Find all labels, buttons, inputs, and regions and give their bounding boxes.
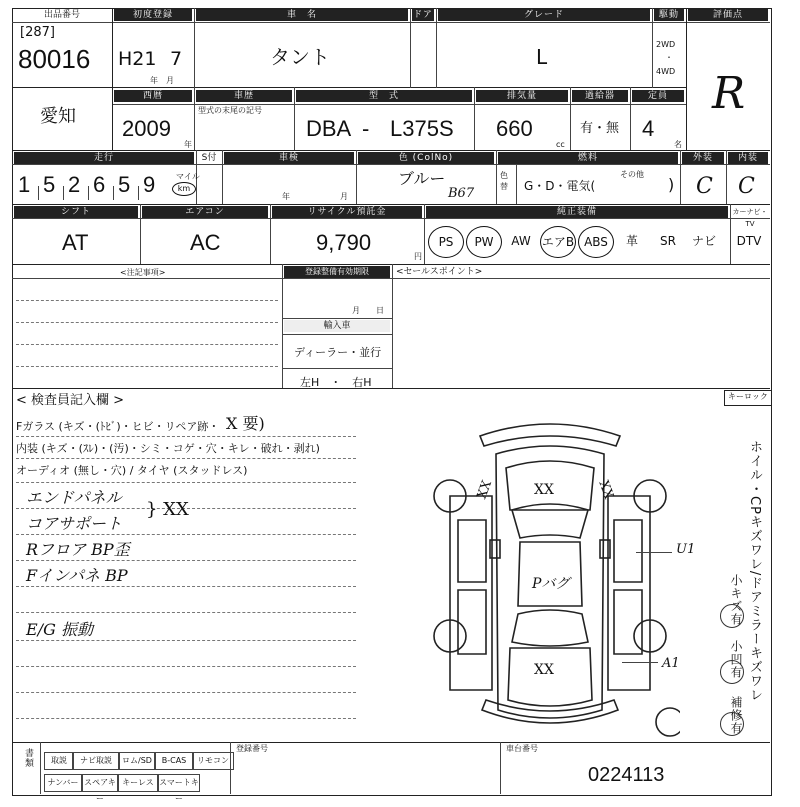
inspector-line3: オーディオ (無し・穴) / タイヤ (スタッドレス) <box>16 464 248 477</box>
notes-line <box>16 344 278 345</box>
hand-note-4: Fインパネ BP <box>26 566 128 585</box>
model-prefix: DBA <box>306 116 352 141</box>
footer-key-item: ナンバー <box>44 774 82 792</box>
car-name-label: 車 名 <box>196 9 408 21</box>
vline <box>392 264 393 388</box>
mileage-digit: 2 <box>68 172 81 197</box>
color-value: ブルー <box>398 169 446 188</box>
diag-xx-left: XX <box>474 478 496 502</box>
s-label: S付 <box>201 153 217 163</box>
row5-bottom-line <box>12 388 770 389</box>
row1-bottom-line <box>12 87 686 88</box>
fuel-label: 燃料 <box>498 152 678 164</box>
inspector-line2: 内装 (キズ・(ｽﾚ)・(汚)・シミ・コゲ・穴・キレ・破れ・剥れ) <box>16 442 320 455</box>
vline <box>686 8 687 150</box>
turbo-value: 有・無 <box>580 121 620 136</box>
notes-line <box>16 300 278 301</box>
vline <box>410 8 411 88</box>
fuel-other: その他 <box>620 170 644 179</box>
hand-bracket: } XX <box>146 499 189 520</box>
row2-header-line <box>112 104 686 105</box>
drive-dot: ・ <box>665 53 673 62</box>
fuel-value: G・D・電気( <box>524 179 596 193</box>
row4-bottom-line <box>12 264 770 265</box>
vline <box>282 264 283 388</box>
small-note-3: 補修有 <box>729 696 743 735</box>
import-type: ディーラー・並行 <box>294 346 382 359</box>
note-circle <box>720 604 744 628</box>
inspector-line <box>16 586 356 587</box>
equipment-item: 革 <box>625 234 638 248</box>
inspection-day: 日 <box>376 306 384 315</box>
footer-key-item: キーレス <box>118 774 158 792</box>
hand-note-2: コアサポート <box>26 514 123 533</box>
footer-doc-item: ロム/SD <box>118 752 156 770</box>
hand-note-1: エンドパネル <box>26 488 122 507</box>
notes-label: <注記事項> <box>120 268 166 277</box>
hand-note-5: E/G 振動 <box>26 620 93 639</box>
fuel-close: ) <box>668 175 675 194</box>
inspector-line <box>16 640 356 641</box>
row3-header-line <box>12 164 770 165</box>
unit-mile: マイル <box>176 172 200 181</box>
vline <box>570 87 571 150</box>
equip-label: 純正装備 <box>426 206 728 218</box>
interior-grade: C <box>738 174 755 199</box>
digit-sep <box>138 186 139 200</box>
inspector-line <box>16 534 356 535</box>
sales-label: <セールスポイント> <box>396 267 483 277</box>
reg-era: H21 <box>118 48 157 70</box>
import-divider <box>282 334 392 335</box>
vline <box>436 8 437 88</box>
ac-value: AC <box>190 230 221 255</box>
equipment-item: PW <box>466 226 502 258</box>
car-name: タント <box>270 45 330 69</box>
inspection-month: 月 <box>352 306 360 315</box>
lot-number: 80016 <box>18 44 91 74</box>
diag-xx-right: XX <box>595 478 616 502</box>
inspector-line <box>16 612 356 613</box>
diag-mark-u1: U1 <box>676 542 696 557</box>
exterior-label: 外装 <box>682 152 724 164</box>
lot-code: [287] <box>20 25 55 40</box>
inspector-line <box>16 436 356 437</box>
keylock-label: キーロック <box>728 392 768 401</box>
note-circle <box>720 660 744 684</box>
inspector-line <box>16 482 356 483</box>
seats-value: 4 <box>642 116 655 141</box>
digit-sep <box>38 186 39 200</box>
vline <box>230 742 231 794</box>
exterior-grade: C <box>696 174 713 199</box>
vline <box>294 87 295 150</box>
equipment-item: PS <box>428 226 464 258</box>
mileage-digit: 1 <box>18 172 31 197</box>
diag-xx-bottom: XX <box>534 662 554 678</box>
inspector-line <box>16 560 356 561</box>
inspector-line <box>16 666 356 667</box>
model-code: L375S <box>390 116 454 141</box>
year-value: 2009 <box>122 116 171 141</box>
inspector-line <box>16 458 356 459</box>
vline <box>726 150 727 204</box>
equipment-item: AW <box>511 234 531 248</box>
vline <box>680 150 681 204</box>
vline <box>630 87 631 150</box>
reg-number-label: 登録番号 <box>236 744 268 753</box>
digit-sep <box>63 186 64 200</box>
small-note-2: 小凹有 <box>729 640 743 679</box>
diag-pbag: Pバグ <box>532 576 570 592</box>
turbo-label: 過給器 <box>572 90 628 102</box>
row1-header-line <box>12 22 770 23</box>
digit-sep <box>113 186 114 200</box>
recycle-unit: 円 <box>414 252 422 261</box>
year-month-unit: 年 月 <box>150 76 174 85</box>
digit-sep <box>88 186 89 200</box>
doc-label: 書類 <box>23 748 33 768</box>
inspector-line <box>16 718 356 719</box>
shaken-label: 車検 <box>224 152 354 164</box>
model-dash: - <box>362 116 370 141</box>
displacement-unit: cc <box>556 140 565 149</box>
mileage-digit: 6 <box>93 172 106 197</box>
equipment-item: DTV <box>736 234 762 248</box>
seats-unit: 名 <box>674 140 682 149</box>
row3-bottom-line <box>12 204 770 205</box>
footer-doc-item: 取説 <box>44 752 74 770</box>
color-label: 色 (ColNo) <box>358 152 494 164</box>
grade-label: グレード <box>438 9 650 21</box>
inspector-line1-mark: X 要) <box>226 414 265 433</box>
unit-km: km <box>172 182 196 196</box>
shaken-year: 年 <box>282 192 290 201</box>
footer-doc-item: リモコン <box>192 752 234 770</box>
seats-label: 定員 <box>632 90 684 102</box>
inspection-divider <box>282 318 392 319</box>
shaken-month: 月 <box>340 192 348 201</box>
vline <box>140 204 141 264</box>
inspector-line <box>16 692 356 693</box>
recycle-value: 9,790 <box>316 230 372 255</box>
year-label: 西暦 <box>114 90 192 102</box>
drive-2wd: 2WD <box>656 40 676 49</box>
footer-top-line <box>12 742 770 743</box>
handle-value: 左H ・ 右H <box>300 376 372 389</box>
mileage-label: 走行 <box>14 152 194 164</box>
first-reg-label: 初度登録 <box>114 9 192 21</box>
mileage-digit: 5 <box>43 172 56 197</box>
drive-4wd: 4WD <box>656 67 676 76</box>
footer-key-item: スペアキー <box>82 774 118 792</box>
handle-divider <box>282 368 392 369</box>
vline <box>40 742 41 794</box>
equipment-item: ABS <box>578 226 614 258</box>
eval-score: R <box>712 68 746 119</box>
mileage-digit: 9 <box>143 172 156 197</box>
door-label: ドア <box>413 10 433 20</box>
mileage-digit: 5 <box>118 172 131 197</box>
reg-month: 7 <box>170 48 183 70</box>
color-code: B67 <box>448 186 475 201</box>
vline <box>112 8 113 150</box>
inspection-label: 登録整備有効期限 <box>284 266 390 278</box>
vline <box>474 87 475 150</box>
vline <box>222 150 223 204</box>
note-circle <box>720 712 744 736</box>
equipment-item: エアB <box>540 226 576 258</box>
vertical-note: ホイル・CPキズワレ/ドアミラーキズワレ <box>747 440 762 703</box>
drive-label: 駆動 <box>654 9 684 21</box>
row4-header-line <box>12 218 770 219</box>
vline <box>496 150 497 204</box>
inspector-line1: Fガラス (キズ・(ﾄﾋﾞ)・ヒビ・リペア跡・ <box>16 420 220 433</box>
row5-header-line <box>12 278 770 279</box>
a1-leader <box>622 662 658 663</box>
vline <box>516 164 517 204</box>
model-label: 型 式 <box>296 90 472 102</box>
history-sub: 型式の末尾の記号 <box>198 106 262 115</box>
shift-value: AT <box>62 230 89 255</box>
equipment-item: SR <box>660 234 676 248</box>
grade-value: L <box>536 45 548 69</box>
small-note-1: 小キズ有 <box>729 574 743 626</box>
footer-doc-item: B-CAS <box>154 752 194 770</box>
displacement-label: 排気量 <box>476 90 568 102</box>
import-label: 輸入車 <box>284 320 390 332</box>
notes-line <box>16 322 278 323</box>
vline <box>270 204 271 264</box>
vline <box>500 742 501 794</box>
vline <box>356 150 357 204</box>
chassis-label: 車台番号 <box>506 744 538 753</box>
year-unit: 年 <box>184 140 192 149</box>
diag-mark-a1: A1 <box>662 656 680 671</box>
diag-xx-top: XX <box>534 482 554 498</box>
equipment-item: ナビ <box>691 234 716 248</box>
lot-label: 出品番号 <box>43 10 80 20</box>
color-change: 色替 <box>500 171 508 191</box>
region: 愛知 <box>40 106 76 127</box>
ac-label: エアコン <box>142 206 268 218</box>
interior-label: 内装 <box>728 152 768 164</box>
eval-label: 評価点 <box>688 9 768 21</box>
displacement-value: 660 <box>496 116 533 141</box>
notes-line <box>16 366 278 367</box>
history-label: 車歴 <box>196 90 292 102</box>
vline <box>652 8 653 88</box>
chassis-number: 0224113 <box>588 764 665 786</box>
u1-leader <box>636 552 672 553</box>
inspector-title: < 検査員記入欄 > <box>16 393 125 408</box>
vline <box>194 8 195 150</box>
footer-doc-item: ナビ取説 <box>72 752 120 770</box>
row2-bottom-line <box>12 150 770 151</box>
vline <box>424 204 425 264</box>
hand-note-3: Rフロア BP歪 <box>26 540 130 559</box>
recycle-label: リサイクル預託金 <box>272 206 422 218</box>
footer-key-item: スマートキー <box>158 774 200 792</box>
navi-tv-label: カーナビ・TV <box>732 208 768 228</box>
shift-label: シフト <box>14 206 138 218</box>
